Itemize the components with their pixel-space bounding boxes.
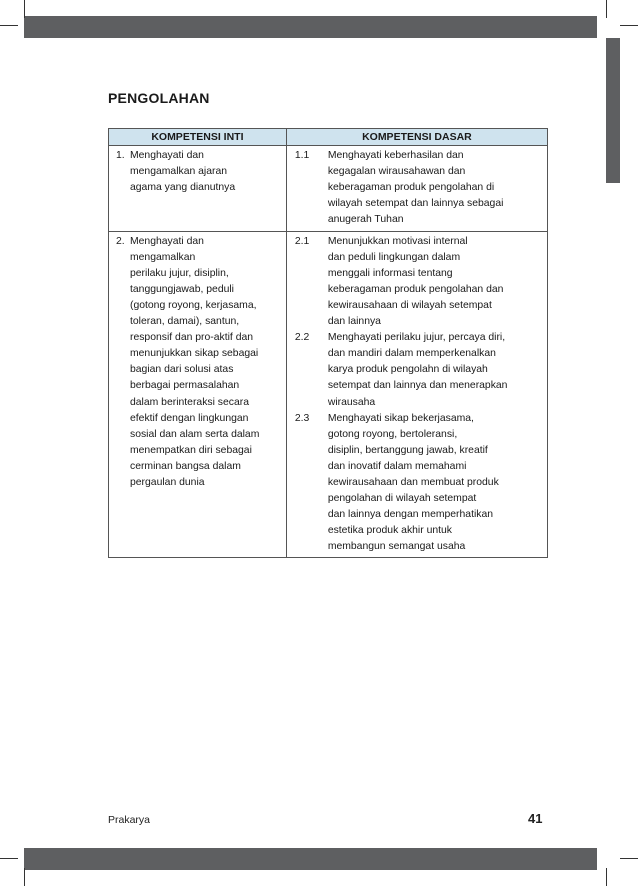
kd-text-line: Menghayati keberhasilan dan [327, 150, 464, 162]
ki-text-line: bagian dari solusi atas [130, 364, 234, 376]
crop-mark [24, 0, 25, 18]
ki-text-line: menunjukkan sikap sebagai [130, 348, 259, 360]
ki-text-line: perilaku jujur, disiplin, [130, 267, 229, 279]
kd-item [287, 148, 547, 228]
column-header-ki: KOMPETENSI INTI [109, 129, 287, 146]
kd-code: 1.1 [294, 150, 310, 162]
ki-text [130, 148, 284, 196]
kd-text-line: menggali informasi tentang [327, 267, 453, 279]
kd-code: 2.2 [294, 332, 310, 344]
kd-cell [286, 146, 547, 231]
kd-text-line: wilayah setempat dan lainnya sebagai [327, 198, 504, 210]
ki-item [109, 234, 286, 492]
bottom-footer-bar [24, 848, 597, 870]
ki-text-line: pergaulan dunia [130, 476, 205, 488]
kd-text [328, 234, 545, 331]
kd-item [287, 330, 547, 410]
crop-mark [620, 25, 638, 26]
ki-item [109, 148, 286, 196]
ki-text-line: (gotong royong, kerjasama, [130, 299, 257, 311]
crop-mark [606, 868, 607, 886]
kd-code: 2.3 [294, 412, 310, 424]
kd-item [287, 234, 547, 331]
kd-text-line: Menghayati perilaku jujur, percaya diri, [327, 332, 506, 344]
crop-mark [24, 868, 25, 886]
crop-mark [620, 858, 638, 859]
kd-text-line: Menghayati sikap bekerjasama, [327, 412, 474, 424]
ki-text-line: Menghayati dan [130, 235, 204, 247]
crop-mark [0, 858, 18, 859]
kd-text-line: estetika produk akhir untuk [327, 525, 452, 537]
kd-text-line: kegagalan wirausahawan dan [327, 166, 466, 178]
table-row [109, 231, 548, 558]
ki-text-line: agama yang dianutnya [130, 182, 236, 194]
kd-text-line: membangun semangat usaha [327, 541, 466, 553]
kd-text-line: keberagaman produk pengolahan dan [327, 283, 504, 295]
kd-cell [286, 231, 547, 558]
ki-text-line: menempatkan diri sebagai [130, 444, 252, 456]
kd-text-line: Menunjukkan motivasi internal [327, 235, 468, 247]
top-header-bar [24, 16, 597, 38]
ki-text-line: tanggungjawab, peduli [130, 283, 234, 295]
kd-text-line: dan peduli lingkungan dalam [327, 251, 461, 263]
column-header-kd: KOMPETENSI DASAR [286, 129, 547, 146]
competency-table [108, 128, 548, 558]
ki-text [130, 234, 284, 492]
ki-text-line: toleran, damai), santun, [130, 316, 240, 328]
kd-item [287, 411, 547, 556]
ki-text-line: sosial dan alam serta dalam [130, 428, 260, 440]
kd-text-line: kewirausahaan dan membuat produk [327, 476, 499, 488]
kd-text-line: dan lainnya [327, 316, 381, 328]
ki-text-line: mengamalkan ajaran [130, 166, 228, 178]
kd-text-line: dan mandiri dalam memperkenalkan [327, 348, 496, 360]
page-number: 41 [528, 811, 543, 826]
ki-text-line: responsif dan pro-aktif dan [130, 332, 254, 344]
kd-text-line: kewirausahaan di wilayah setempat [327, 299, 492, 311]
kd-text-line: disiplin, bertanggung jawab, kreatif [327, 444, 488, 456]
kd-text [328, 148, 545, 228]
kd-text-line: karya produk pengolahn di wilayah [327, 364, 488, 376]
ki-text-line: efektif dengan lingkungan [130, 412, 249, 424]
crop-mark [606, 0, 607, 18]
kd-text-line: dan inovatif dalam memahami [327, 460, 467, 472]
ki-number: 2. [116, 235, 125, 247]
kd-text-line: dan lainnya dengan memperhatikan [327, 509, 494, 521]
kd-text-line: gotong royong, bertoleransi, [327, 428, 458, 440]
kd-text-line: setempat dan lainnya dan menerapkan [327, 380, 508, 392]
kd-code: 2.1 [294, 235, 310, 247]
ki-text-line: berbagai permasalahan [130, 380, 240, 392]
table-row [109, 146, 548, 231]
ki-text-line: dalam berinteraksi secara [130, 396, 249, 408]
kd-text-line: anugerah Tuhan [327, 214, 404, 226]
kd-text [328, 411, 545, 556]
side-tab-bar [606, 38, 620, 183]
crop-mark [0, 25, 18, 26]
ki-text-line: mengamalkan [130, 251, 196, 263]
footer-book-title: Prakarya [108, 814, 151, 826]
kd-text-line: wirausaha [327, 396, 376, 408]
section-heading: PENGOLAHAN [108, 90, 210, 106]
ki-text-line: cerminan bangsa dalam [130, 460, 241, 472]
ki-cell [109, 146, 287, 231]
kd-text-line: pengolahan di wilayah setempat [327, 493, 477, 505]
ki-number: 1. [116, 150, 125, 162]
kd-text-line: keberagaman produk pengolahan di [327, 182, 495, 194]
kd-text [328, 330, 545, 410]
table-header-row [109, 129, 548, 146]
ki-text-line: Menghayati dan [130, 150, 204, 162]
ki-cell [109, 231, 287, 558]
